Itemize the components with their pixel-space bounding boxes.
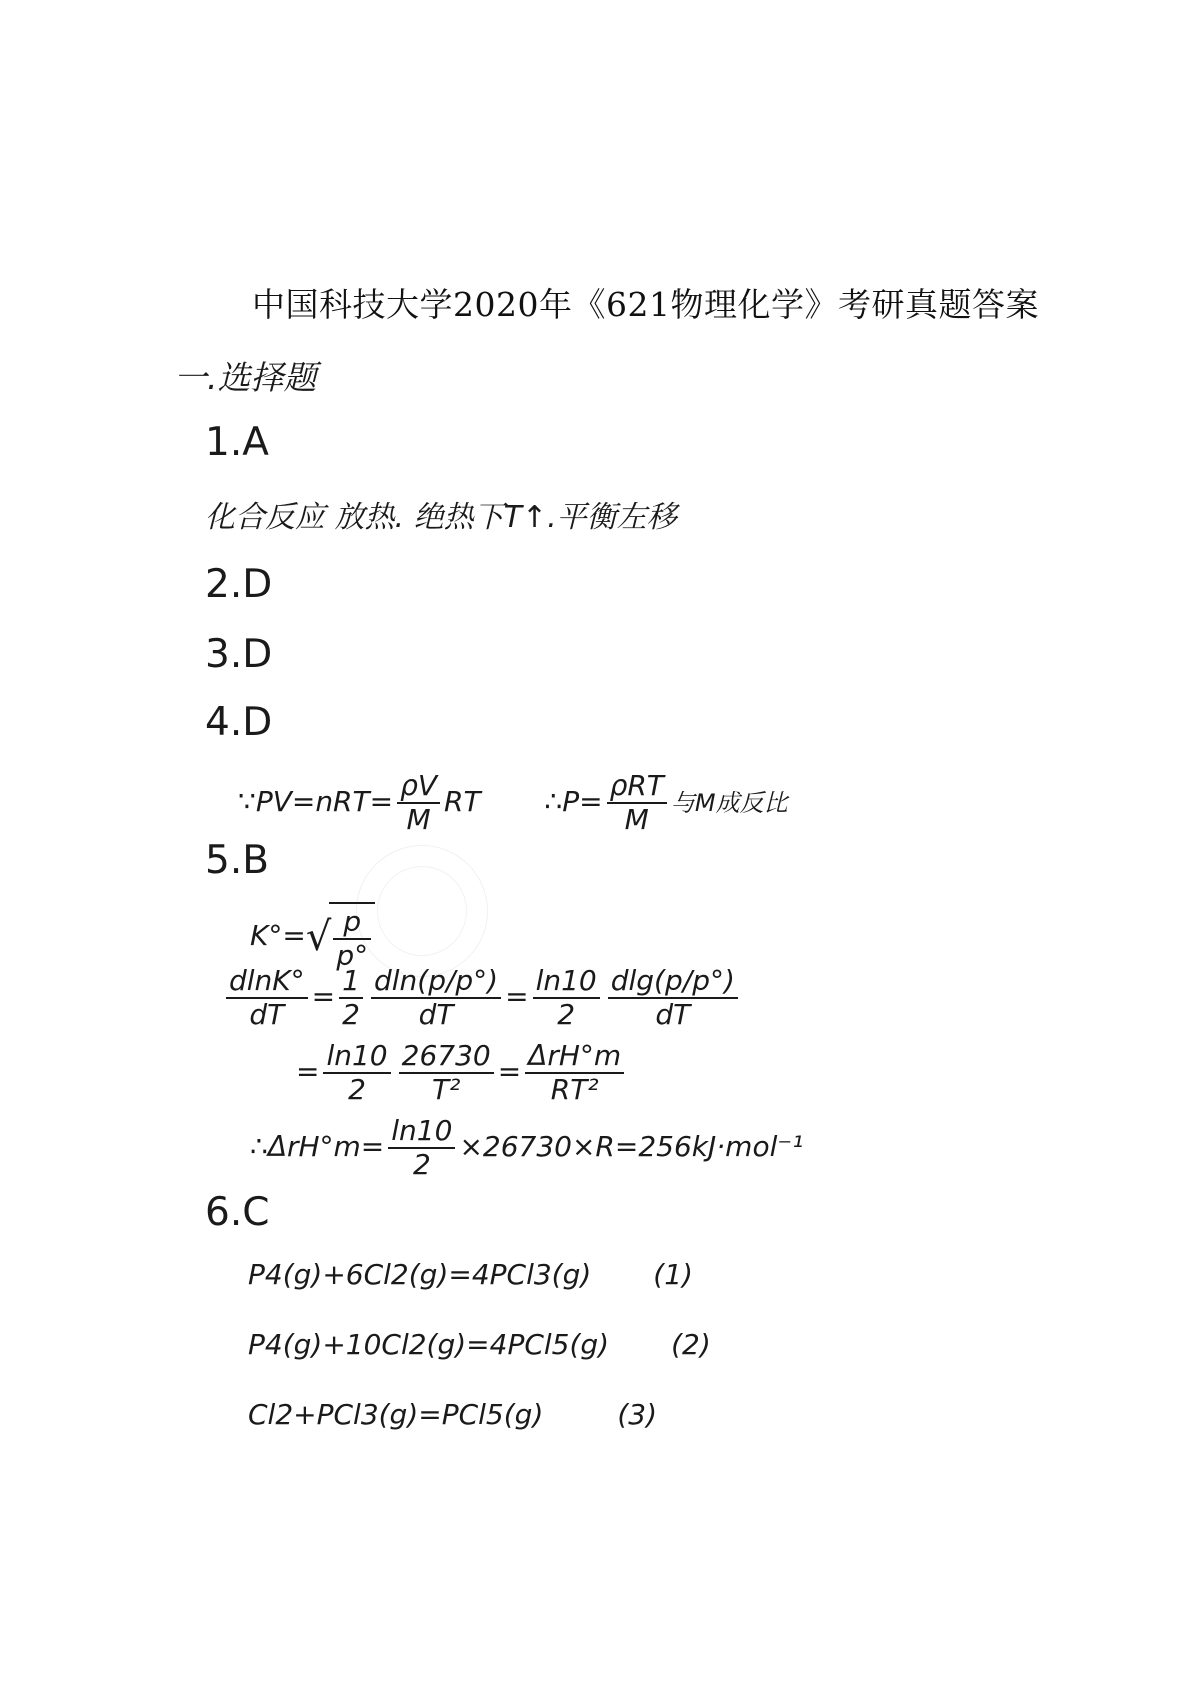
- answer-3: 3.D: [205, 632, 273, 677]
- faint-seal-watermark: [356, 845, 488, 977]
- formula-ideal-gas: ∵PV=nRT=: [238, 785, 394, 819]
- answer-1-note: 化合反应 放热. 绝热下T↑.平衡左移: [205, 500, 677, 535]
- answer-1: 1.A: [205, 420, 269, 465]
- fraction-rho-rt-over-m: $\frac{\text{ρRT}}{M}$: [607, 770, 667, 836]
- formula-conclusion: 与M成反比: [670, 789, 788, 818]
- sqrt-p-over-p0: √ $\frac{p}{p^\circ}$: [306, 902, 375, 972]
- reaction-1: P4(g)+6Cl2(g)=4PCl3(g) (1): [248, 1258, 693, 1291]
- answer-2: 2.D: [205, 562, 273, 607]
- reaction-3: Cl2+PCl3(g)=PCl5(g) (3): [248, 1398, 658, 1431]
- answer-5-k-expression: K°=√ $\frac{p}{p^\circ}$: [250, 902, 375, 972]
- formula-pressure: ∴P=: [544, 785, 603, 819]
- answer-5-result: ∴ΔrH°m= $\frac{\ln 10}{2}$ ×26730×R=256kJ·mol⁻¹: [250, 1114, 804, 1182]
- answer-6: 6.C: [205, 1190, 270, 1235]
- fraction-rho-v-over-m: $\frac{\rho V}{M}$: [397, 770, 440, 836]
- section-heading: 一.选择题: [174, 358, 317, 397]
- answer-5-derivative: $\frac{dlnK^\circ}{dT}$ = $\frac{1}{2}$ $\frac{dln(p/p^\circ)}{dT}$ = $\frac{\ln 10}{2}$ $\frac{dlg(p/p^\circ)}{dT}$: [222, 965, 742, 1031]
- answer-5-substitution: = $\frac{\ln 10}{2}$ $\frac{26730}{\text{T²}}$ = $\frac{\text{ΔrH°m}}{\text{RT²}}$: [296, 1040, 628, 1106]
- answer-4-formula: ∵PV=nRT= $\frac{\rho V}{M}$ RT ∴P= $\frac{\text{ρRT}}{M}$ 与M成反比: [238, 769, 788, 837]
- page-title: 中国科技大学2020年《621物理化学》考研真题答案: [252, 285, 1039, 324]
- answer-4: 4.D: [205, 700, 273, 745]
- answer-5: 5.B: [205, 838, 269, 883]
- reaction-2: P4(g)+10Cl2(g)=4PCl5(g) (2): [248, 1328, 711, 1361]
